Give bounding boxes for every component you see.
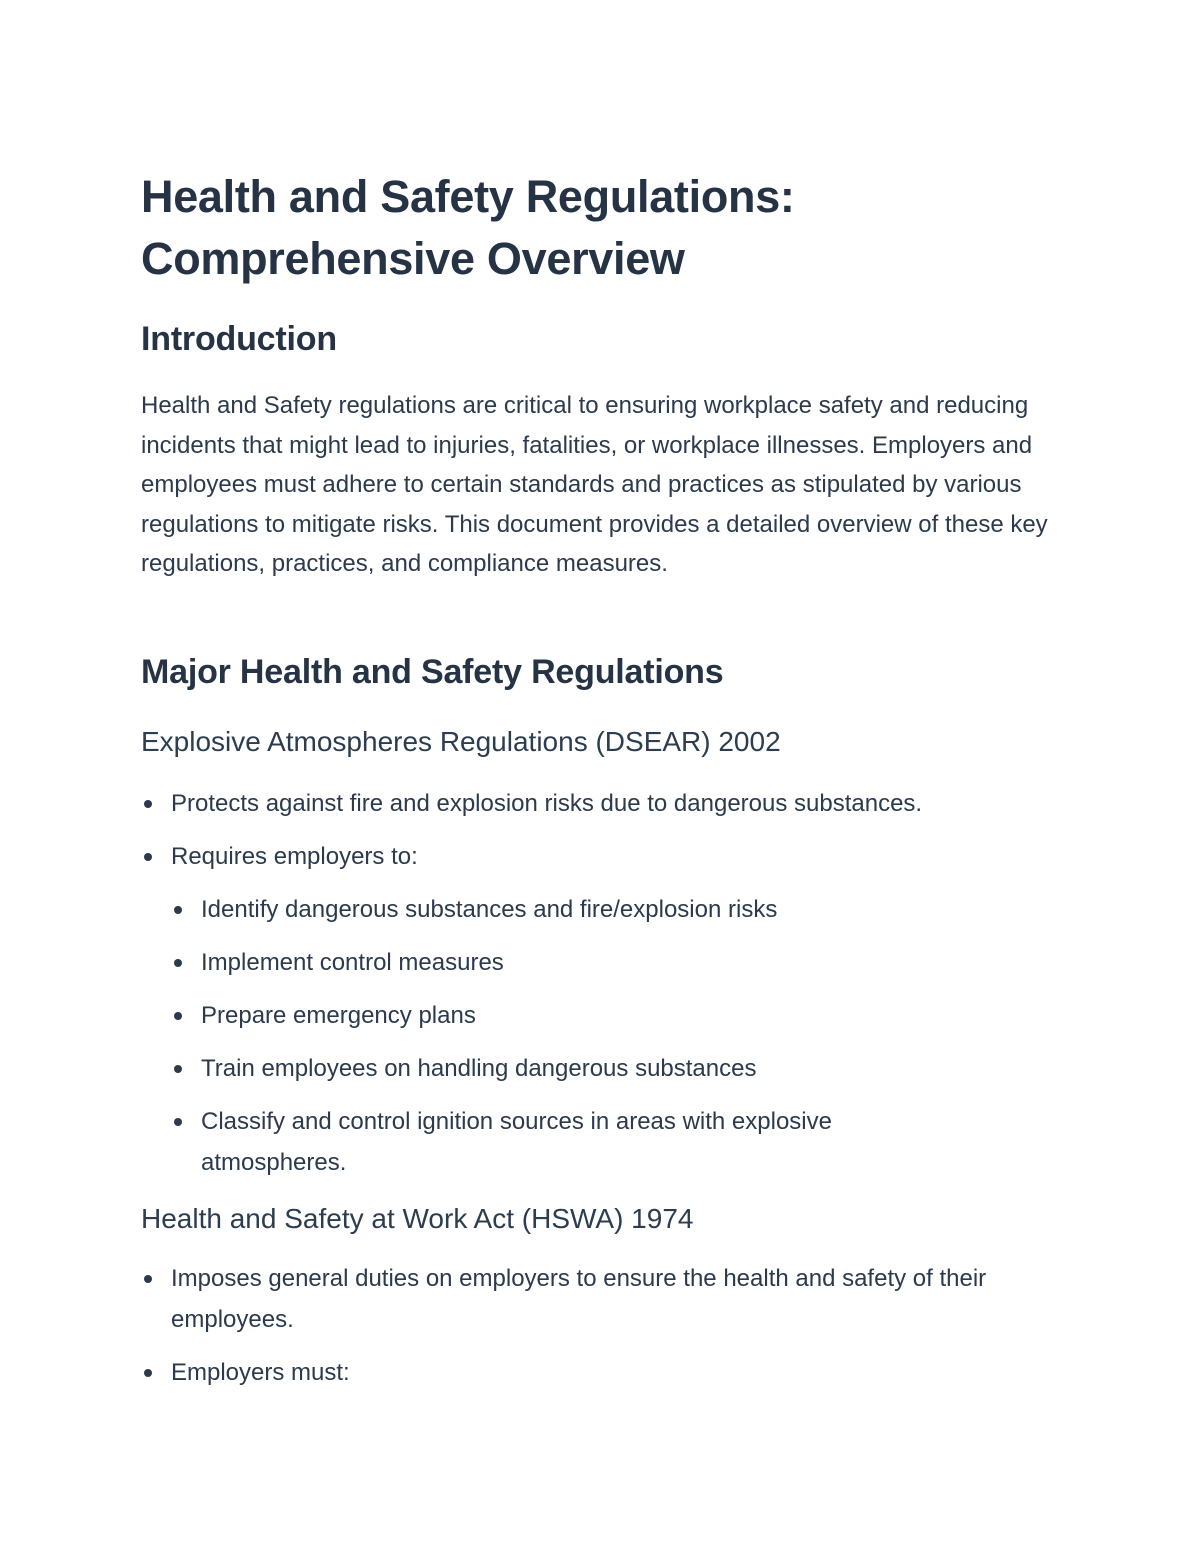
list-item bbox=[141, 1352, 1066, 1393]
list-item-text: Prepare emergency plans bbox=[201, 1002, 476, 1029]
bullet-icon bbox=[174, 1065, 182, 1073]
bullet-icon bbox=[174, 1118, 182, 1126]
sub-list-item bbox=[141, 1048, 1066, 1089]
major-regulations-heading: Major Health and Safety Regulations bbox=[141, 653, 724, 691]
list-item-text: Identify dangerous substances and fire/explosion risks bbox=[201, 896, 778, 923]
introduction-paragraph: Health and Safety regulations are critical to ensuring workplace safety and reducing incidents that might lead to injuries, fatalities, or workplace illnesses. Employers and employees must adhere to certain standards and practices as stipulated by various regulations to mitigate risks. This document provides a detailed overview of these key regulations, practices, and compliance measures. bbox=[141, 392, 1048, 578]
bullet-icon bbox=[144, 800, 152, 808]
list-item bbox=[141, 1258, 1066, 1340]
hswa-heading: Health and Safety at Work Act (HSWA) 1974 bbox=[141, 1203, 694, 1234]
bullet-icon bbox=[174, 1012, 182, 1020]
bullet-icon bbox=[144, 1369, 152, 1377]
bullet-icon bbox=[174, 906, 182, 914]
hswa-list bbox=[141, 1258, 1066, 1405]
list-item bbox=[141, 783, 1066, 824]
list-item-text: Imposes general duties on employers to ensure the health and safety of their employees. bbox=[171, 1265, 987, 1333]
list-item-text: Employers must: bbox=[171, 1359, 350, 1386]
dsear-list bbox=[141, 783, 1066, 1195]
bullet-icon bbox=[174, 959, 182, 967]
list-item-text: Classify and control ignition sources in areas with explosive atmospheres. bbox=[201, 1108, 832, 1176]
introduction-heading: Introduction bbox=[141, 320, 337, 358]
sub-list-item bbox=[141, 889, 1066, 930]
list-item-text: Requires employers to: bbox=[171, 843, 418, 870]
sub-list-item bbox=[141, 1101, 1066, 1183]
document-title: Health and Safety Regulations: Comprehensive Overview bbox=[141, 171, 795, 284]
bullet-icon bbox=[144, 853, 152, 861]
list-item-text: Train employees on handling dangerous substances bbox=[201, 1055, 757, 1082]
dsear-heading: Explosive Atmospheres Regulations (DSEAR) 2002 bbox=[141, 726, 781, 757]
sub-list-item bbox=[141, 995, 1066, 1036]
bullet-icon bbox=[144, 1275, 152, 1283]
list-item bbox=[141, 836, 1066, 877]
list-item-text: Implement control measures bbox=[201, 949, 504, 976]
sub-list-item bbox=[141, 942, 1066, 983]
list-item-text: Protects against fire and explosion risks due to dangerous substances. bbox=[171, 790, 923, 817]
